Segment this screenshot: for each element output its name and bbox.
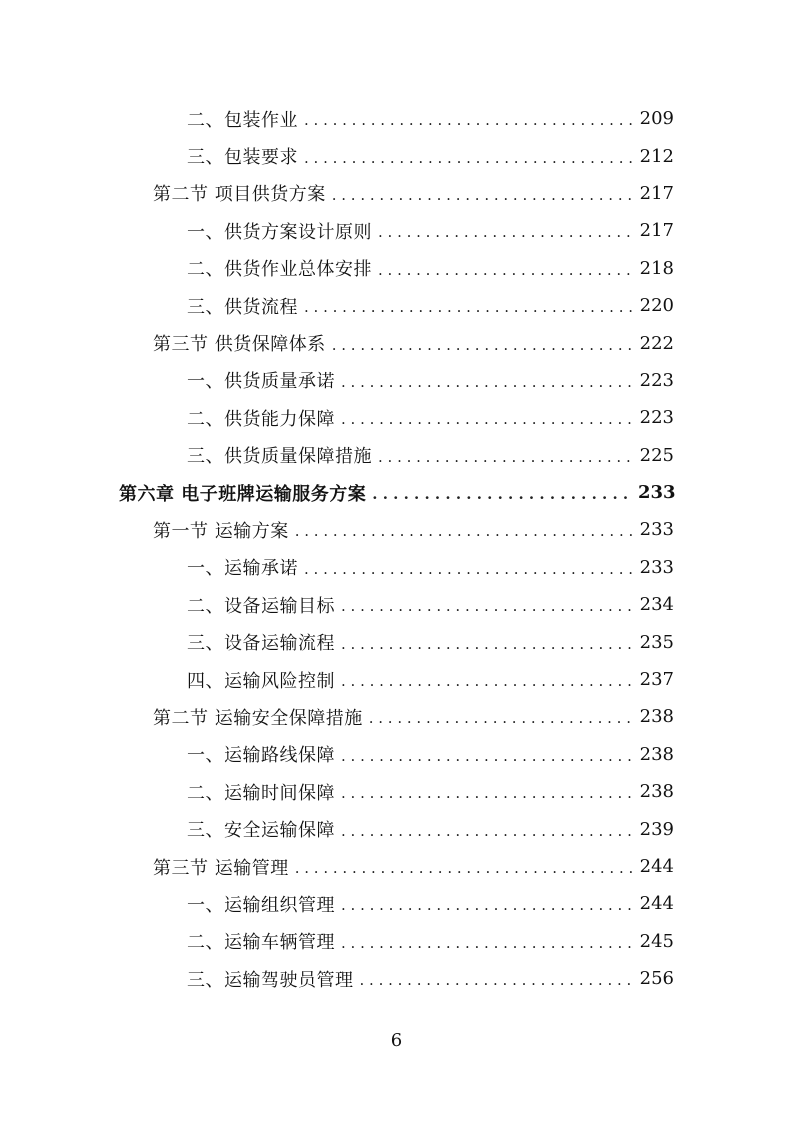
toc-entry-title: 一、运输组织管理 [187,894,335,916]
toc-entry-page: 239 [639,818,674,840]
toc-dot-leader [295,861,632,876]
toc-chapter-entry[interactable] [0,474,793,511]
toc-entry-page: 256 [639,968,674,990]
toc-entry-page: 218 [639,257,674,279]
toc-section-entry[interactable] [0,511,793,548]
toc-subsection-entry[interactable] [0,586,793,623]
toc-section-entry[interactable] [0,848,793,885]
toc-entry-page: 238 [639,781,674,803]
toc-dot-leader [341,786,632,801]
toc-dot-leader [369,711,632,726]
toc-entry-title: 一、运输承诺 [187,558,298,580]
toc-dot-leader [378,450,632,465]
toc-subsection-entry[interactable] [0,212,793,249]
toc-entry-title: 三、包装要求 [187,147,298,169]
toc-entry-title: 三、供货流程 [187,296,298,318]
toc-entry-title: 一、运输路线保障 [187,745,335,767]
toc-entry-page: 233 [639,519,674,541]
toc-entry-page: 220 [639,295,674,317]
toc-entry-page: 233 [639,556,674,578]
toc-subsection-entry[interactable] [0,736,793,773]
toc-entry-title: 三、供货质量保障措施 [187,446,372,468]
toc-entry-page: 217 [639,182,674,204]
toc-entry-page: 238 [639,706,674,728]
toc-dot-leader [378,225,632,240]
toc-subsection-entry[interactable] [0,287,793,324]
toc-entry-page: 234 [639,594,674,616]
toc-entry-title: 三、设备运输流程 [187,633,335,655]
table-of-contents [0,100,793,997]
toc-subsection-entry[interactable] [0,773,793,810]
toc-subsection-entry[interactable] [0,623,793,660]
toc-dot-leader [341,674,632,689]
toc-section-entry[interactable] [0,698,793,735]
toc-subsection-entry[interactable] [0,362,793,399]
toc-entry-page: 235 [639,631,674,653]
toc-subsection-entry[interactable] [0,549,793,586]
toc-entry-title: 二、供货作业总体安排 [187,259,372,281]
toc-entry-title: 一、供货方案设计原则 [187,221,372,243]
toc-entry-title: 四、运输风险控制 [187,670,335,692]
page-number: 6 [390,1030,403,1051]
toc-subsection-entry[interactable] [0,100,793,137]
toc-dot-leader [341,898,632,913]
toc-dot-leader [341,599,632,614]
toc-dot-leader [378,263,632,278]
toc-subsection-entry[interactable] [0,399,793,436]
toc-entry-page: 223 [639,407,674,429]
toc-entry-title: 一、供货质量承诺 [187,371,335,393]
toc-entry-page: 237 [639,669,674,691]
toc-subsection-entry[interactable] [0,885,793,922]
toc-entry-page: 222 [639,332,674,354]
toc-entry-page: 217 [639,220,674,242]
toc-entry-title: 二、设备运输目标 [187,595,335,617]
toc-entry-title: 二、运输车辆管理 [187,932,335,954]
toc-dot-leader [304,151,632,166]
toc-entry-page: 223 [639,369,674,391]
toc-dot-leader [341,936,632,951]
toc-dot-leader [341,749,632,764]
toc-dot-leader [332,338,632,353]
toc-entry-page: 244 [639,893,674,915]
toc-dot-leader [304,562,632,577]
toc-entry-page: 209 [639,108,674,130]
toc-dot-leader [372,487,632,502]
toc-entry-page: 245 [639,930,674,952]
toc-dot-leader [332,188,632,203]
toc-entry-page: 233 [638,482,676,504]
toc-subsection-entry[interactable] [0,250,793,287]
toc-section-entry[interactable] [0,175,793,212]
toc-dot-leader [304,300,632,315]
toc-entry-title: 第一节 运输方案 [153,520,289,542]
toc-entry-title: 第三节 供货保障体系 [153,334,326,356]
toc-dot-leader [341,412,632,427]
toc-entry-title: 二、包装作业 [187,109,298,131]
toc-subsection-entry[interactable] [0,960,793,997]
toc-entry-page: 225 [639,444,674,466]
toc-dot-leader [295,524,632,539]
toc-subsection-entry[interactable] [0,137,793,174]
toc-entry-page: 212 [639,145,674,167]
toc-subsection-entry[interactable] [0,661,793,698]
toc-entry-title: 第六章 电子班牌运输服务方案 [119,483,367,505]
toc-entry-page: 238 [639,743,674,765]
toc-dot-leader [360,973,633,988]
toc-section-entry[interactable] [0,324,793,361]
toc-entry-title: 第二节 运输安全保障措施 [153,707,363,729]
toc-dot-leader [304,113,632,128]
toc-entry-title: 第二节 项目供货方案 [153,184,326,206]
toc-dot-leader [341,824,632,839]
toc-entry-title: 二、运输时间保障 [187,782,335,804]
toc-entry-page: 244 [639,856,674,877]
toc-entry-title: 第三节 运输管理 [153,857,289,879]
toc-entry-title: 二、供货能力保障 [187,408,335,430]
toc-entry-title: 三、安全运输保障 [187,820,335,842]
toc-dot-leader [341,637,632,652]
toc-subsection-entry[interactable] [0,437,793,474]
toc-entry-title: 三、运输驾驶员管理 [187,969,354,991]
toc-subsection-entry[interactable] [0,923,793,960]
toc-subsection-entry[interactable] [0,810,793,847]
toc-dot-leader [341,375,632,390]
